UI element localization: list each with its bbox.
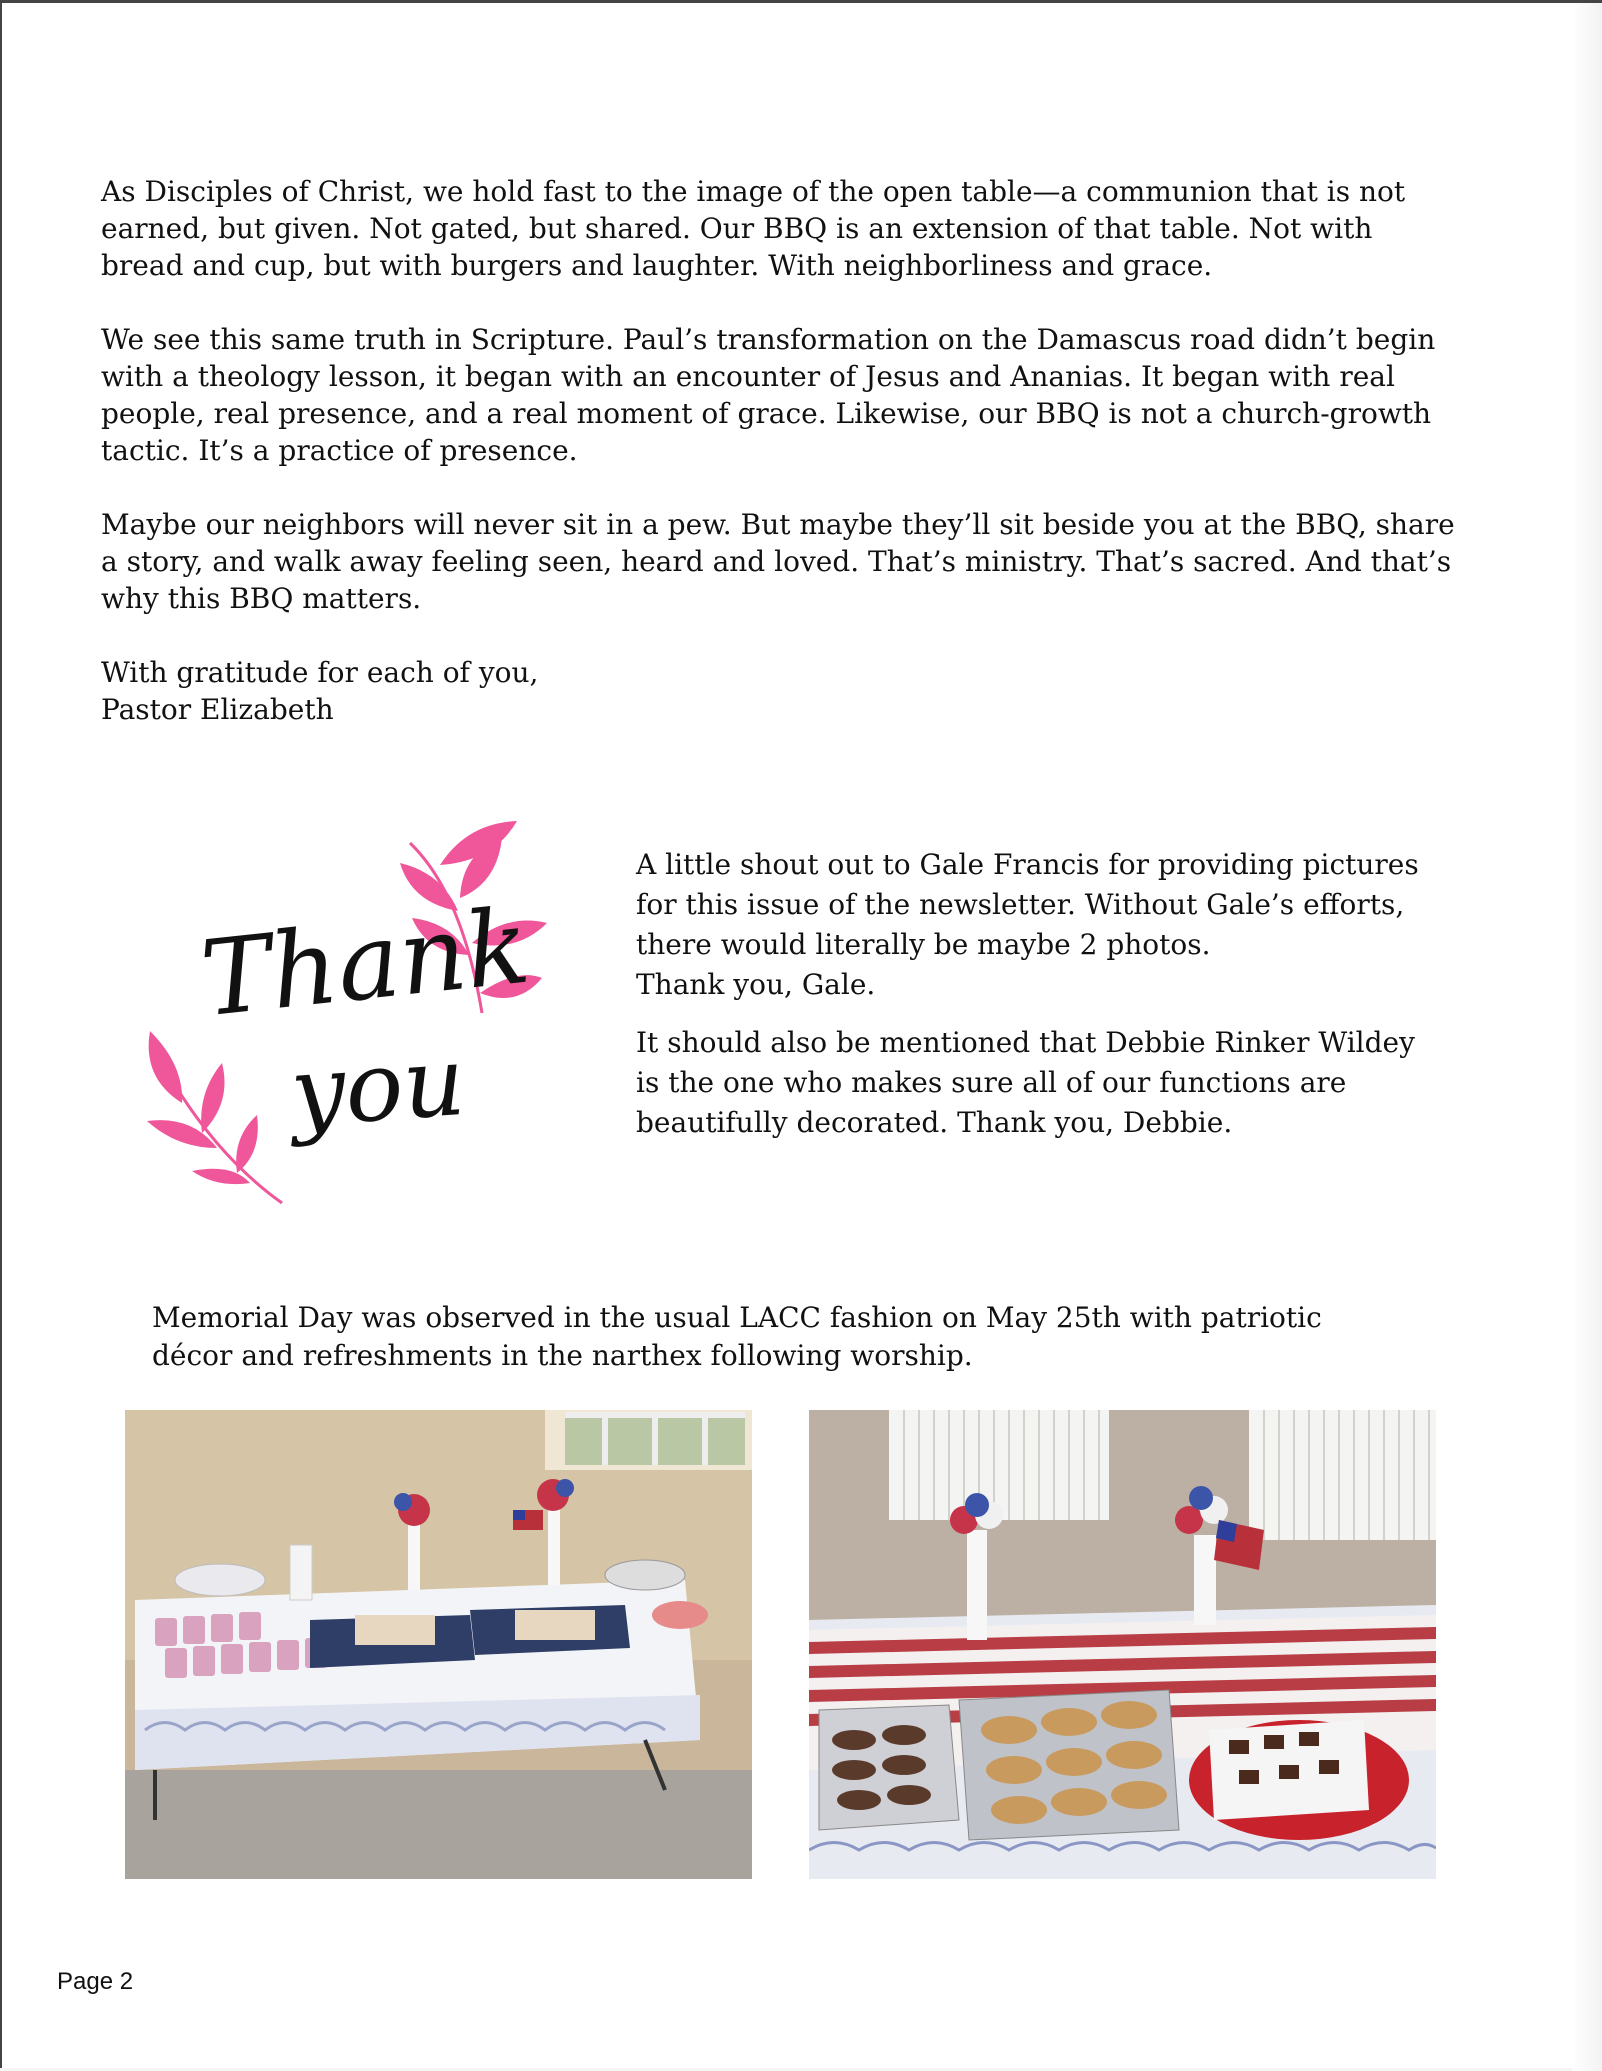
letter-paragraph: As Disciples of Christ, we hold fast to the image of the open table—a communion that is not earned, but given. Not gated, but shared. Our BBQ is an extension of that table. Not with bread and cup, but with burgers and laughter. With neighborliness and grace.: [101, 175, 1406, 282]
shout-out-line: there would literally be maybe 2 photos.: [636, 928, 1211, 961]
thank-you-graphic: [122, 803, 582, 1223]
pastor-letter: [101, 173, 1461, 728]
letter-signature: Pastor Elizabeth: [101, 693, 334, 726]
letter-paragraph: We see this same truth in Scripture. Paul’s transformation on the Damascus road didn’t begin with a theology lesson, it began with an encounter of Jesus and Ananias. It began with real people, real presence, and a real moment of grace. Likewise, our BBQ is not a church-growth tactic. It’s a practice of presence.: [101, 323, 1436, 467]
shout-out-line: It should also be mentioned that Debbie Rinker Wildey: [636, 1026, 1415, 1059]
leaf-shape: [149, 1031, 182, 1103]
letter-closing: With gratitude for each of you,: [101, 656, 539, 689]
shout-out-line: beautifully decorated. Thank you, Debbie.: [636, 1106, 1233, 1139]
memorial-line: décor and refreshments in the narthex following worship.: [152, 1339, 973, 1372]
you-script-text: you: [287, 1024, 469, 1149]
memorial-table-photo-left: [125, 1410, 752, 1879]
shout-out-line: A little shout out to Gale Francis for providing pictures: [636, 848, 1419, 881]
page-edge-shadow: [1572, 3, 1602, 2071]
shout-out-section: [636, 845, 1456, 1161]
leaf-sprig-bottom: [147, 1031, 282, 1203]
shout-out-paragraph: [636, 845, 1456, 1005]
thank-script-text: Thank: [195, 884, 535, 1041]
leaf-shape: [192, 1169, 250, 1184]
memorial-day-caption: [152, 1299, 1412, 1375]
page-number: Page 2: [57, 1968, 134, 1995]
shout-out-line: is the one who makes sure all of our functions are: [636, 1066, 1347, 1099]
leaf-shape: [236, 1115, 258, 1173]
shout-out-paragraph: [636, 1023, 1456, 1143]
memorial-line: Memorial Day was observed in the usual LACC fashion on May 25th with patriotic: [152, 1301, 1322, 1334]
shout-out-line: Thank you, Gale.: [636, 968, 876, 1001]
letter-paragraph: Maybe our neighbors will never sit in a pew. But maybe they’ll sit beside you at the BBQ, share a story, and walk away feeling seen, heard and loved. That’s ministry. That’s sacred. And that’s why this BBQ matters.: [101, 508, 1455, 615]
memorial-table-photo-right: [809, 1410, 1436, 1879]
leaf-shape: [201, 1063, 224, 1133]
shout-out-line: for this issue of the newsletter. Without Gale’s efforts,: [636, 888, 1405, 921]
